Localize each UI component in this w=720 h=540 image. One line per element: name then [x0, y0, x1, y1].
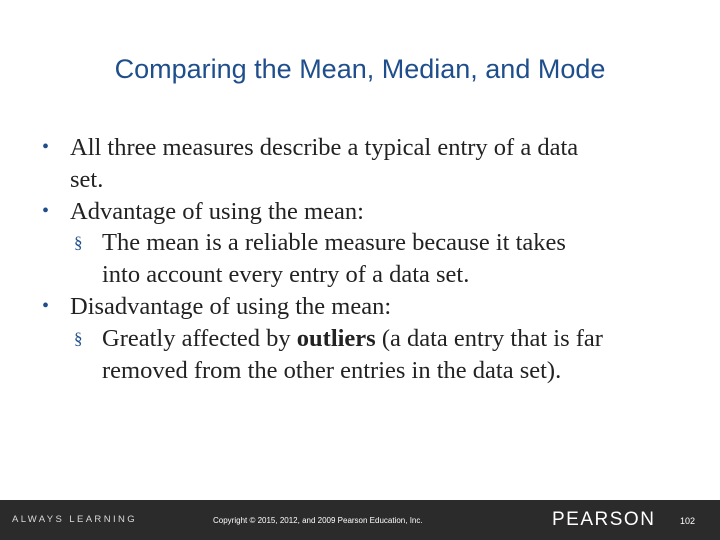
bullet-text: All three measures describe a typical entry of a data	[70, 134, 579, 161]
sub-bullet-item	[42, 323, 682, 387]
sub-bullet-text-continued: into account every entry of a data set.	[102, 261, 470, 289]
sub-bullet-text-continued: removed from the other entries in the data set).	[102, 356, 562, 384]
bullet-item	[42, 196, 682, 228]
bullet-marker: •	[42, 294, 50, 317]
footer-bar	[0, 500, 720, 540]
bullet-marker: •	[42, 136, 50, 158]
bullet-marker: •	[42, 199, 50, 222]
slide-title: Comparing the Mean, Median, and Mode	[114, 54, 606, 84]
bullet-item	[42, 132, 682, 196]
slide-content	[42, 132, 682, 386]
sub-bullet-text-pre: Greatly affected by	[102, 324, 297, 352]
sub-bullet-marker: §	[74, 328, 83, 348]
page-number: 102	[680, 516, 696, 526]
bullet-text-continued: set.	[70, 165, 104, 193]
sub-bullet-item	[42, 227, 682, 291]
footer-tagline: ALWAYS LEARNING	[12, 514, 138, 525]
bullet-text: Disadvantage of using the mean:	[70, 292, 392, 320]
bullet-item	[42, 291, 682, 323]
pearson-logo: PEARSON	[552, 509, 656, 530]
outliers-term: outliers	[296, 324, 376, 352]
sub-bullet-text: The mean is a reliable measure because it takes	[102, 229, 566, 257]
sub-bullet-marker: §	[74, 233, 83, 253]
bullet-text: Advantage of using the mean:	[70, 197, 364, 225]
sub-bullet-text	[102, 323, 682, 355]
sub-bullet-text-post: (a data entry that is far	[375, 324, 603, 352]
footer-copyright: Copyright © 2015, 2012, and 2009 Pearson Education, Inc.	[213, 516, 423, 525]
